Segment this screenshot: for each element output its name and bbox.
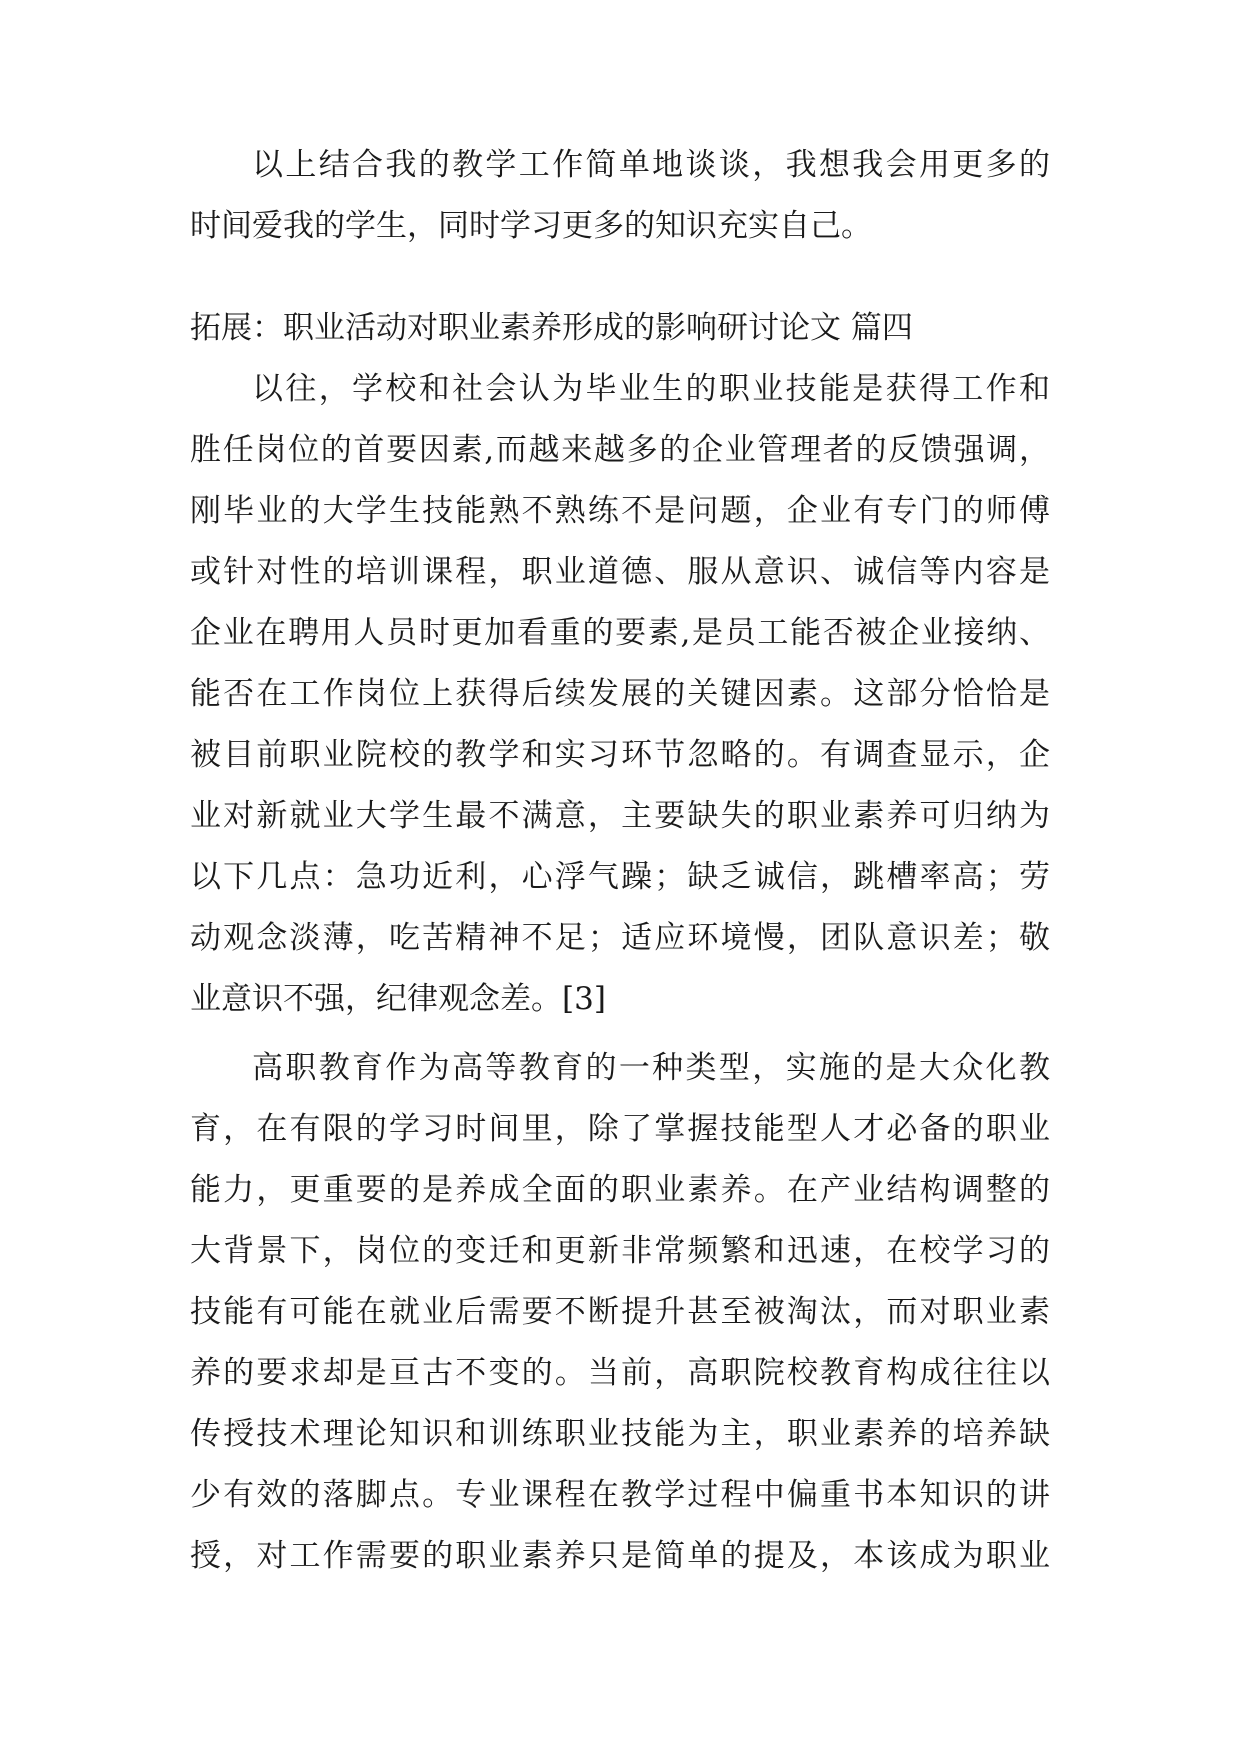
- paragraph-1-line-4: 或针对性的培训课程，职业道德、服从意识、诚信等内容是: [190, 554, 1050, 590]
- paragraph-2-line-4: 大背景下，岗位的变迁和更新非常频繁和迅速，在校学习的: [190, 1233, 1050, 1269]
- paragraph-1-line-8: 业对新就业大学生最不满意，主要缺失的职业素养可归纳为: [190, 798, 1050, 834]
- intro-line-1: 以上结合我的教学工作简单地谈谈，我想我会用更多的: [252, 147, 1050, 183]
- paragraph-2-line-9: 授，对工作需要的职业素养只是简单的提及，本该成为职业: [190, 1538, 1050, 1574]
- paragraph-2-line-3: 能力，更重要的是养成全面的职业素养。在产业结构调整的: [190, 1172, 1050, 1208]
- paragraph-1-line-2: 胜任岗位的首要因素,而越来越多的企业管理者的反馈强调，: [190, 432, 1050, 468]
- paragraph-2-line-8: 少有效的落脚点。专业课程在教学过程中偏重书本知识的讲: [190, 1477, 1050, 1513]
- paragraph-1-line-9: 以下几点：急功近利，心浮气躁；缺乏诚信，跳槽率高；劳: [190, 859, 1050, 895]
- paragraph-2-line-1: 高职教育作为高等教育的一种类型，实施的是大众化教: [252, 1050, 1050, 1086]
- paragraph-1-line-7: 被目前职业院校的教学和实习环节忽略的。有调查显示，企: [190, 737, 1050, 773]
- paragraph-2-line-6: 养的要求却是亘古不变的。当前，高职院校教育构成往往以: [190, 1355, 1050, 1391]
- section-heading: 拓展：职业活动对职业素养形成的影响研讨论文 篇四: [190, 310, 913, 346]
- paragraph-1-line-10: 动观念淡薄，吃苦精神不足；适应环境慢，团队意识差；敬: [190, 920, 1050, 956]
- paragraph-2-line-5: 技能有可能在就业后需要不断提升甚至被淘汰，而对职业素: [190, 1294, 1050, 1330]
- paragraph-1-line-1: 以往，学校和社会认为毕业生的职业技能是获得工作和: [252, 371, 1050, 407]
- paragraph-1-line-5: 企业在聘用人员时更加看重的要素,是员工能否被企业接纳、: [190, 615, 1050, 651]
- paragraph-2-line-7: 传授技术理论知识和训练职业技能为主，职业素养的培养缺: [190, 1416, 1050, 1452]
- paragraph-1-line-6: 能否在工作岗位上获得后续发展的关键因素。这部分恰恰是: [190, 676, 1050, 712]
- paragraph-2-line-2: 育，在有限的学习时间里，除了掌握技能型人才必备的职业: [190, 1111, 1050, 1147]
- paragraph-1-line-3: 刚毕业的大学生技能熟不熟练不是问题，企业有专门的师傅: [190, 493, 1050, 529]
- intro-line-2: 时间爱我的学生，同时学习更多的知识充实自己。: [190, 208, 872, 244]
- paragraph-1-line-11: 业意识不强，纪律观念差。[3]: [190, 981, 606, 1017]
